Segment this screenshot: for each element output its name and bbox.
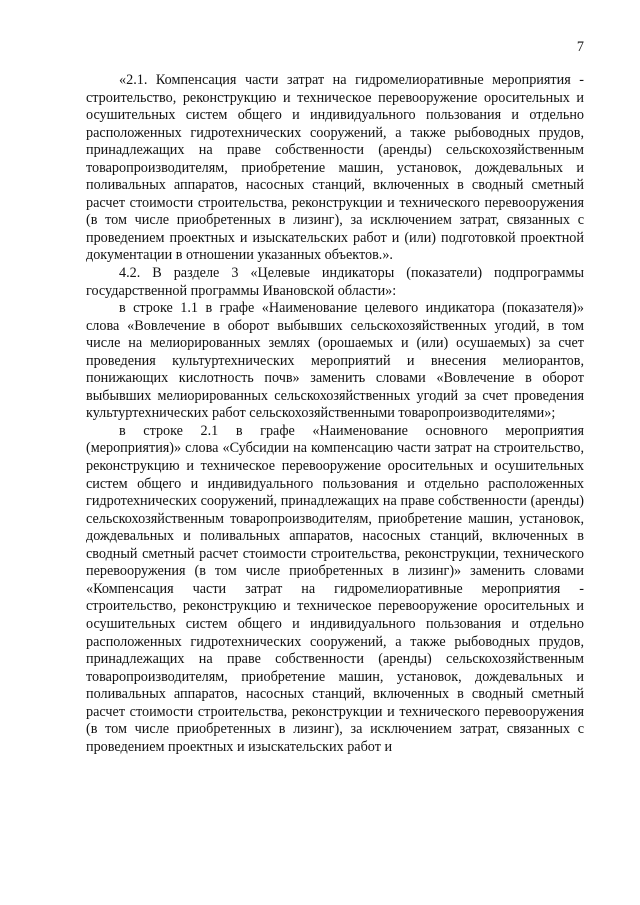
paragraph-row-2-1: в строке 2.1 в графе «Наименование основного мероприятия (мероприятия)» слова «Субсидии на компенсацию части затрат на строительство, реконструкцию и техническое перевооружение оросительных и осушительных систем общего и индивидуального пользования и отдельно расположенных гидротехнических сооружений, принадлежащих на праве собственности (аренды) сельскохозяйственным товаропроизводителям, приобретение машин, установок, дождевальных и поливальных аппаратов, насосных станций, включенных в сводный сметный расчет стоимости строительства, реконструкции, технического перевооружения (в том числе приобретенных в лизинг)» заменить словами «Компенсация части затрат на гидромелиоративные мероприятия - строительство, реконструкцию и техническое перевооружение оросительных и осушительных систем общего и индивидуального пользования и отдельно расположенных гидротехнических сооружений, а также рыбоводных прудов, принадлежащих на праве собственности (аренды) сельскохозяйственным товаропроизводителям, приобретение машин, установок, дождевальных и поливальных аппаратов, насосных станций, включенных в сводный сметный расчет стоимости строительства, реконструкции и технического перевооружения (в том числе приобретенных в лизинг), за исключением затрат, связанных с проведением проектных и изыскательских работ и: [86, 422, 584, 755]
paragraph-row-1-1: в строке 1.1 в графе «Наименование целевого индикатора (показателя)» слова «Вовлечение в оборот выбывших сельскохозяйственных угодий, в том числе на мелиорированных землях (орошаемых и (или) осушаемых) за счет проведения культуртехнических мероприятий и внесения мелиорантов, понижающих кислотность почв» заменить словами «Вовлечение в оборот выбывших мелиорированных сельскохозяйственных угодий за счет проведения культуртехнических работ сельскохозяйственными товаропроизводителями»;: [86, 300, 584, 422]
paragraph-2-1-compensation: «2.1. Компенсация части затрат на гидромелиоративные мероприятия - строительство, реконструкцию и техническое перевооружение оросительных и осушительных систем общего и индивидуального пользования и отдельно расположенных гидротехнических сооружений, а также рыбоводных прудов, принадлежащих на праве собственности (аренды) сельскохозяйственным товаропроизводителям, приобретение машин, установок, дождевальных и поливальных аппаратов, насосных станций, включенных в сводный сметный расчет стоимости строительства, реконструкции и технического перевооружения (в том числе приобретенных в лизинг), за исключением затрат, связанных с проведением проектных и изыскательских работ и (или) подготовкой проектной документации в отношении указанных объектов.».: [86, 72, 584, 264]
document-body: [86, 72, 584, 756]
paragraph-4-2-section-3: 4.2. В разделе 3 «Целевые индикаторы (показатели) подпрограммы государственной программы Ивановской области»:: [86, 265, 584, 299]
page-number: 7: [576, 39, 584, 55]
